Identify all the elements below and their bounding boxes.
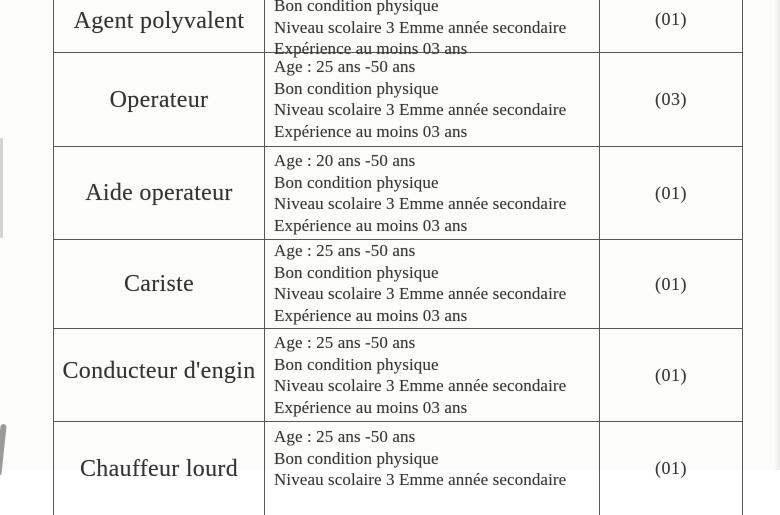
table-row [53,328,743,421]
job-title: Cariste [123,271,195,297]
scan-edge-shadow [774,0,780,470]
job-title: Operateur [109,86,209,113]
job-title: Aide operateur [85,180,233,206]
requirements-cell [265,240,600,328]
requirement-line: Age : 25 ans -50 ans [274,427,416,446]
requirement-line: Age : 25 ans -50 ans [274,333,416,352]
vacancy-count-cell [600,329,743,421]
requirement-line: Bon condition physique [274,78,439,98]
table-row [53,52,743,146]
requirement-line: Expérience au moins 03 ans [274,397,468,417]
requirements-block [274,426,593,491]
requirement-line: Expérience au moins 03 ans [274,121,468,141]
requirement-line: Bon condition physique [274,448,439,468]
table-row [53,0,743,58]
vacancy-count: (03) [655,89,687,109]
requirements-cell [265,422,600,515]
requirements-cell [265,0,600,58]
requirement-line: Bon condition physique [274,262,439,282]
scan-edge-artifact [0,424,7,476]
requirement-line: Expérience au moins 03 ans [274,39,468,58]
requirement-line: Age : 25 ans -50 ans [274,241,416,260]
requirement-line: Niveau scolaire 3 Emme année secondaire [274,284,567,303]
requirements-block [274,0,593,60]
requirement-line: Niveau scolaire 3 Emme année secondaire [274,100,567,119]
requirements-block [274,332,593,418]
requirement-line: Age : 25 ans -50 ans [274,57,416,76]
requirement-line: Niveau scolaire 3 Emme année secondaire [274,17,567,37]
requirements-cell [265,147,600,239]
job-vacancy-table [53,0,743,515]
vacancy-count: (01) [655,458,687,478]
requirement-line: Expérience au moins 03 ans [274,305,468,325]
job-title-cell [54,147,265,239]
requirements-block [274,150,593,236]
table-row [53,421,743,515]
vacancy-count-cell [600,0,743,52]
vacancy-count: (01) [655,364,687,385]
vacancy-count-cell [600,147,743,239]
vacancy-count-cell [600,422,743,515]
requirement-line: Bon condition physique [274,354,439,374]
vacancy-count: (01) [655,8,687,29]
requirement-line: Bon condition physique [274,0,439,15]
job-title-cell [54,0,265,52]
requirements-block [274,56,593,142]
requirements-cell [265,329,600,421]
vacancy-count: (01) [655,182,687,203]
job-title: Conducteur d'engin [62,358,256,384]
requirement-line: Expérience au moins 03 ans [274,215,468,235]
requirement-line: Niveau scolaire 3 Emme année secondaire [274,194,567,213]
vacancy-count-cell [600,240,743,328]
requirement-line: Age : 20 ans -50 ans [274,151,416,170]
requirement-line: Niveau scolaire 3 Emme année secondaire [274,376,567,395]
requirements-block [274,240,593,326]
requirement-line: Niveau scolaire 3 Emme année secondaire [274,470,567,489]
job-title-cell [54,53,265,146]
job-title: Chauffeur lourd [79,455,238,482]
job-title: Agent polyvalent [73,8,245,34]
job-title-cell [54,240,265,328]
scan-edge-artifact [0,138,3,238]
job-title-cell [54,329,265,421]
vacancy-count-cell [600,53,743,146]
job-title-cell [54,422,265,515]
table-row [53,239,743,328]
vacancy-count: (01) [655,273,687,294]
requirements-cell [265,53,600,146]
table-row [53,146,743,239]
requirement-line: Bon condition physique [274,172,439,192]
